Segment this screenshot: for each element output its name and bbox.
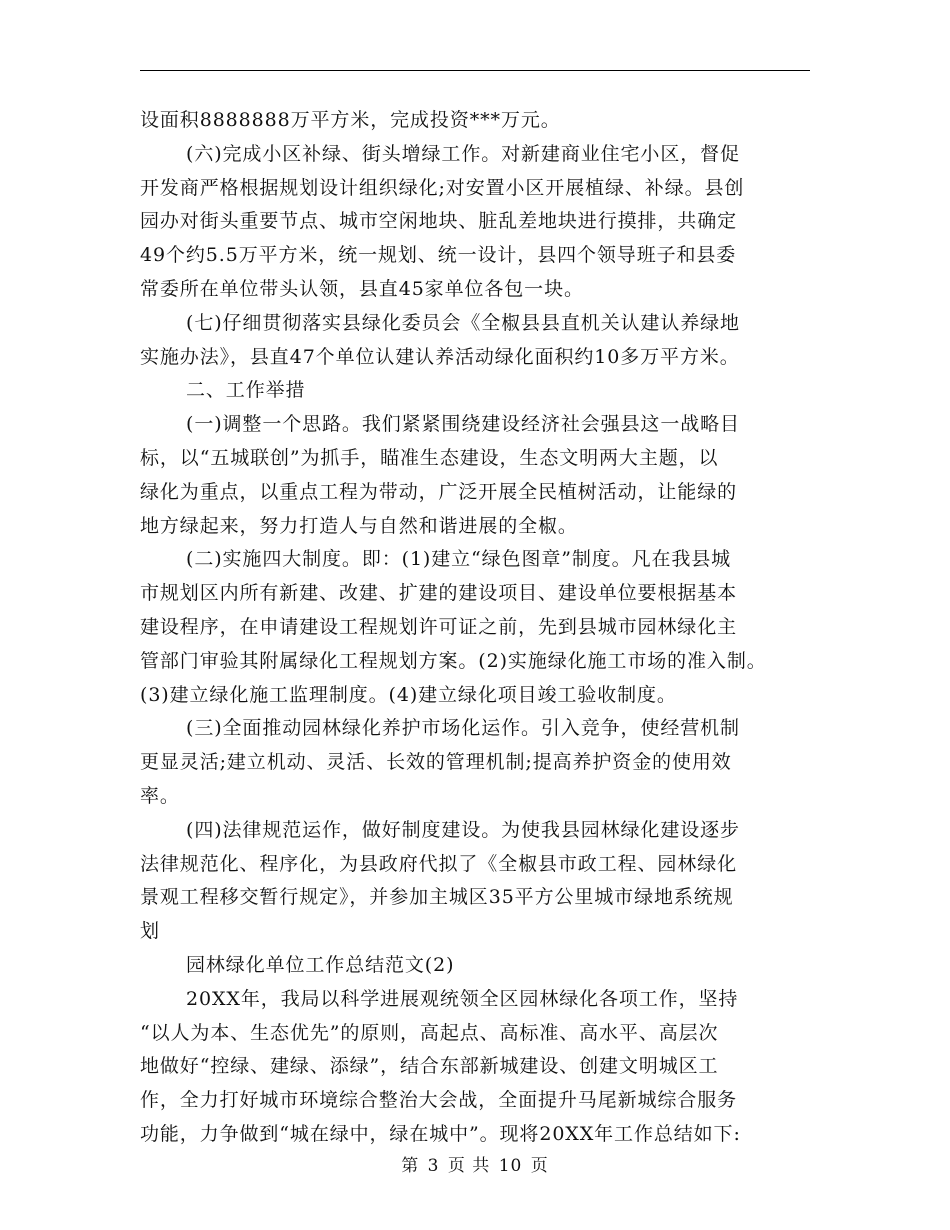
text-line: 常委所在单位带头认领，县直45家单位各包一块。 [140,277,584,300]
text-line: 法律规范化、程序化，为县政府代拟了《全椒县市政工程、园林绿化 [140,852,738,875]
header-rule [140,70,810,71]
text-line: 市规划区内所有新建、改建、扩建的建设项目、建设单位要根据基本 [140,582,738,605]
total-pages-number: 10 [498,1156,523,1176]
text-line: (三)全面推动园林绿化养护市场化运作。引入竞争，使经营机制 [186,717,740,740]
text-line: 20XX年，我局以科学进展观统领全区园林绿化各项工作，坚持 [186,987,739,1010]
text-line: (六)完成小区补绿、街头增绿工作。对新建商业住宅小区，督促 [186,142,740,165]
text-line: (3)建立绿化施工监理制度。(4)建立绿化项目竣工验收制度。 [140,683,677,706]
text-line: (四)法律规范运作，做好制度建设。为使我县园林绿化建设逐步 [186,818,740,841]
text-line: 管部门审验其附属绿化工程规划方案。(2)实施绿化施工市场的准入制。 [140,649,767,672]
text-line: 更显灵活;建立机动、灵活、长效的管理机制;提高养护资金的使用效 [140,751,732,774]
text-line: 开发商严格根据规划设计组织绿化;对安置小区开展植绿、补绿。县创 [140,176,745,199]
text-line: (七)仔细贯彻落实县绿化委员会《全椒县县直机关认建认养绿地 [186,311,740,334]
text-line: 园办对街头重要节点、城市空闲地块、脏乱差地块进行摸排，共确定 [140,210,738,233]
page-footer [0,1154,950,1178]
text-line: 率。 [140,784,180,807]
text-line: (一)调整一个思路。我们紧紧围绕建设经济社会强县这一战略目 [186,413,740,436]
footer-suffix: 页 [530,1156,549,1176]
text-line: 景观工程移交暂行规定》，并参加主城区35平方公里城市绿地系统规 [140,886,734,909]
section-heading: 二、工作举措 [186,379,306,402]
text-line: 实施办法》，县直47个单位认建认养活动绿化面积约10多万平方米。 [140,345,740,368]
text-line: 49个约5.5万平方米，统一规划、统一设计，县四个领导班子和县委 [140,244,737,267]
text-line: “以人为本、生态优先”的原则，高起点、高标准、高水平、高层次 [140,1021,719,1044]
current-page-number: 3 [427,1156,440,1176]
document-subtitle: 园林绿化单位工作总结范文(2) [186,953,455,976]
text-line: 标，以“五城联创”为抓手，瞄准生态建设，生态文明两大主题，以 [140,446,719,469]
text-line: 作，全力打好城市环境综合整治大会战，全面提升马尾新城综合服务 [140,1089,738,1112]
text-line: 地做好“控绿、建绿、添绿”，结合东部新城建设、创建文明城区工 [140,1055,719,1078]
text-line: 划 [140,920,160,943]
text-line: 地方绿起来，努力打造人与自然和谐进展的全椒。 [140,514,578,537]
text-line: 绿化为重点，以重点工程为带动，广泛开展全民植树活动，让能绿的 [140,480,738,503]
text-line: 功能，力争做到“城在绿中，绿在城中”。现将20XX年工作总结如下: [140,1122,741,1145]
body-text [140,104,820,1152]
text-line: 建设程序，在申请建设工程规划许可证之前，先到县城市园林绿化主 [140,615,738,638]
footer-prefix: 第 [401,1156,420,1176]
text-line: (二)实施四大制度。即：(1)建立“绿色图章”制度。凡在我县城 [186,548,732,571]
text-line: 设面积8888888万平方米，完成投资***万元。 [140,109,561,131]
footer-mid: 页 共 [447,1156,491,1176]
